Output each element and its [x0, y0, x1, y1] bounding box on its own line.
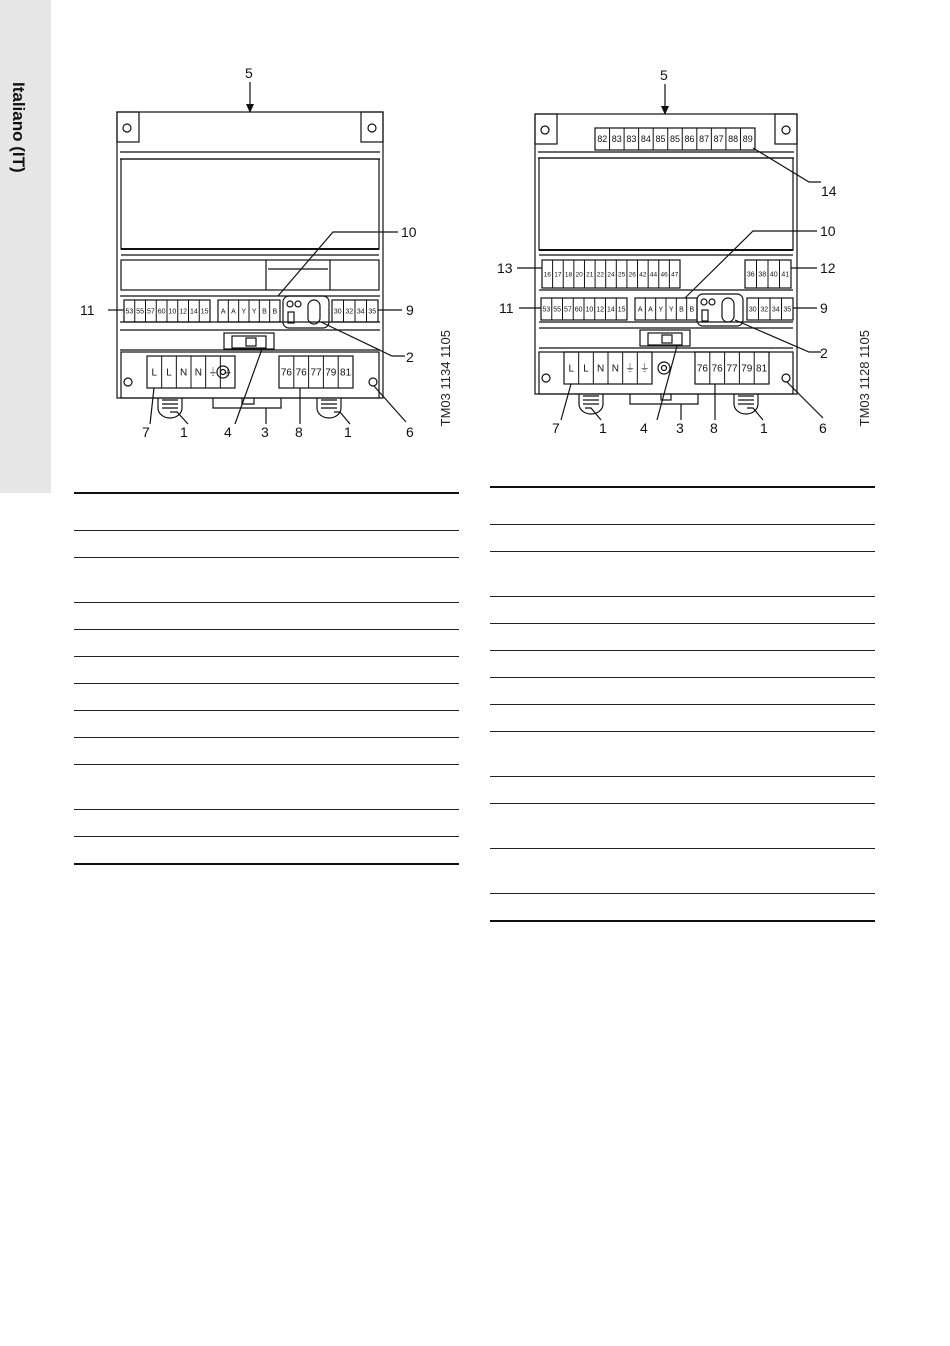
table-row — [74, 630, 459, 657]
callout-7: 7 — [142, 424, 150, 440]
terminal-strip-12 — [747, 260, 789, 288]
table-row — [490, 849, 875, 894]
terminal-label: ⏚ — [222, 367, 233, 379]
terminal-label: 16 — [543, 271, 551, 279]
callout-3: 3 — [676, 420, 684, 436]
terminal-label: ⏚ — [625, 363, 635, 375]
power-terminal-strip — [152, 356, 233, 388]
table-row — [74, 711, 459, 738]
terminal-label: A — [637, 306, 643, 314]
legend-table-left — [74, 492, 459, 865]
callout-10: 10 — [820, 223, 836, 239]
terminal-label: 42 — [639, 271, 647, 279]
terminal-label: 24 — [607, 271, 615, 279]
power-terminal-strip — [569, 352, 650, 384]
terminal-label: 77 — [726, 363, 738, 375]
diagram-left-svg — [70, 60, 460, 450]
terminal-label: Y — [658, 306, 664, 314]
terminal-label: A — [220, 308, 226, 316]
terminal-label: L — [166, 367, 172, 379]
terminal-strip-11 — [125, 300, 208, 322]
terminal-label: 38 — [758, 271, 767, 279]
terminal-strip-14 — [597, 128, 752, 150]
terminal-label: 30 — [748, 306, 757, 314]
terminal-strip-11 — [542, 298, 625, 320]
table-row — [74, 837, 459, 865]
callout-11: 11 — [499, 300, 514, 316]
terminal-label: 35 — [783, 306, 792, 314]
terminal-label: B — [272, 308, 278, 316]
terminal-label: N — [180, 367, 188, 379]
callout-1a: 1 — [599, 420, 607, 436]
callout-12: 12 — [820, 260, 836, 276]
language-side-tab — [0, 0, 51, 493]
terminal-label: 22 — [596, 271, 605, 279]
terminal-label: Y — [668, 306, 674, 314]
terminal-label: B — [689, 306, 695, 314]
terminal-label: L — [151, 367, 158, 379]
terminal-label: 15 — [200, 308, 209, 316]
callout-7: 7 — [552, 420, 560, 436]
terminal-label: 17 — [554, 271, 562, 279]
terminal-label: 30 — [333, 308, 342, 316]
terminal-label: 60 — [157, 308, 166, 316]
terminal-label: 46 — [660, 271, 668, 279]
terminal-label: 20 — [575, 271, 583, 279]
terminal-label: N — [611, 363, 619, 375]
terminal-label: 81 — [340, 367, 352, 379]
terminal-label: 14 — [189, 308, 198, 316]
terminal-label: N — [194, 367, 202, 379]
terminal-label: 76 — [711, 363, 723, 375]
table-row — [490, 705, 875, 732]
terminal-label: 60 — [574, 306, 583, 314]
terminal-label: 55 — [136, 308, 145, 316]
table-row — [74, 492, 459, 531]
figure-code-right: TM03 1128 1105 — [857, 330, 872, 427]
terminal-label: ⏚ — [639, 363, 650, 375]
terminal-label: 34 — [771, 306, 780, 314]
table-row — [490, 624, 875, 651]
callout-13: 13 — [497, 260, 513, 276]
terminal-label: Y — [241, 308, 247, 316]
table-row — [490, 777, 875, 804]
terminal-label: 57 — [563, 306, 572, 314]
terminal-label: 26 — [628, 271, 636, 279]
callout-11: 11 — [80, 302, 95, 318]
language-label: Italiano (IT) — [9, 82, 28, 173]
terminal-label: B — [262, 308, 267, 316]
table-row — [490, 894, 875, 922]
terminal-strip-9 — [749, 298, 791, 320]
table-row — [74, 738, 459, 765]
terminal-label: 85 — [655, 134, 666, 145]
table-row — [74, 657, 459, 684]
terminal-label: 76 — [295, 367, 307, 379]
terminal-label: L — [583, 363, 589, 375]
callout-8: 8 — [710, 420, 718, 436]
terminal-strip-10 — [638, 298, 695, 320]
table-row — [490, 678, 875, 705]
table-row — [74, 684, 459, 711]
controller-diagram-left — [70, 60, 460, 450]
callout-8: 8 — [295, 424, 303, 440]
callout-1b: 1 — [344, 424, 352, 440]
terminal-label: 76 — [280, 367, 292, 379]
terminal-label: 83 — [611, 134, 622, 145]
terminal-label: 41 — [781, 271, 790, 279]
callout-4: 4 — [640, 420, 648, 436]
terminal-strip-13 — [544, 260, 679, 288]
callout-10: 10 — [401, 224, 417, 240]
terminal-label: 14 — [606, 306, 615, 314]
terminal-label: 87 — [699, 134, 710, 145]
terminal-label: 10 — [585, 306, 594, 314]
callout-2: 2 — [406, 349, 414, 365]
terminal-label: 36 — [746, 271, 755, 279]
terminal-label: L — [568, 363, 575, 375]
terminal-label: 12 — [596, 306, 605, 314]
terminal-label: A — [231, 308, 236, 316]
terminal-label: 53 — [542, 306, 551, 314]
terminal-label: 81 — [756, 363, 768, 375]
terminal-label: 25 — [617, 271, 626, 279]
callout-9: 9 — [820, 300, 828, 316]
table-row — [74, 810, 459, 837]
terminal-label: Y — [251, 308, 257, 316]
callout-1a: 1 — [180, 424, 188, 440]
callout-6: 6 — [406, 424, 414, 440]
terminal-label: 79 — [325, 367, 337, 379]
terminal-label: 79 — [741, 363, 753, 375]
terminal-label: 55 — [553, 306, 562, 314]
terminal-label: N — [597, 363, 605, 375]
terminal-label: 40 — [769, 271, 778, 279]
terminal-label: 47 — [671, 271, 679, 279]
terminal-label: 44 — [649, 271, 658, 279]
table-row — [74, 603, 459, 630]
terminal-label: 76 — [696, 363, 708, 375]
table-row — [490, 651, 875, 678]
terminal-label: 21 — [586, 271, 594, 279]
controller-diagram-right — [487, 60, 877, 450]
terminal-label: 83 — [626, 134, 637, 145]
table-row — [74, 531, 459, 558]
terminal-label: 57 — [146, 308, 155, 316]
terminal-strip-9 — [334, 300, 376, 322]
table-row — [74, 765, 459, 810]
table-row — [490, 486, 875, 525]
terminal-strip-8 — [697, 352, 768, 384]
terminal-label: B — [679, 306, 684, 314]
terminal-label: 18 — [564, 271, 573, 279]
terminal-label: 85 — [669, 134, 681, 145]
terminal-label: A — [648, 306, 653, 314]
terminal-label: 77 — [310, 367, 322, 379]
terminal-label: ⏚ — [208, 367, 218, 379]
callout-9: 9 — [406, 302, 414, 318]
terminal-label: 32 — [760, 306, 769, 314]
terminal-strip-10 — [221, 300, 278, 322]
callout-4: 4 — [224, 424, 232, 440]
terminal-label: 34 — [356, 308, 365, 316]
table-row — [490, 597, 875, 624]
terminal-label: 84 — [640, 134, 651, 145]
terminal-label: 35 — [368, 308, 377, 316]
terminal-label: 12 — [179, 308, 188, 316]
table-row — [490, 804, 875, 849]
callout-6: 6 — [819, 420, 827, 436]
terminal-label: 86 — [684, 134, 695, 145]
terminal-label: 88 — [728, 134, 739, 145]
terminal-label: 53 — [125, 308, 134, 316]
table-row — [74, 558, 459, 603]
table-row — [490, 552, 875, 597]
terminal-label: 32 — [345, 308, 354, 316]
terminal-strip-8 — [281, 356, 352, 388]
terminal-label: 89 — [742, 134, 753, 145]
figure-code-left: TM03 1134 1105 — [438, 330, 453, 427]
callout-14: 14 — [821, 183, 837, 199]
table-row — [490, 525, 875, 552]
table-row — [490, 732, 875, 777]
callout-5: 5 — [660, 67, 668, 83]
diagram-right-svg — [487, 60, 877, 450]
terminal-label: 82 — [597, 134, 608, 145]
callout-2: 2 — [820, 345, 828, 361]
terminal-label: 87 — [713, 134, 724, 145]
callout-1b: 1 — [760, 420, 768, 436]
terminal-label: 10 — [168, 308, 177, 316]
legend-table-right — [490, 486, 875, 922]
callout-3: 3 — [261, 424, 269, 440]
terminal-label: 15 — [617, 306, 626, 314]
callout-5: 5 — [245, 65, 253, 81]
